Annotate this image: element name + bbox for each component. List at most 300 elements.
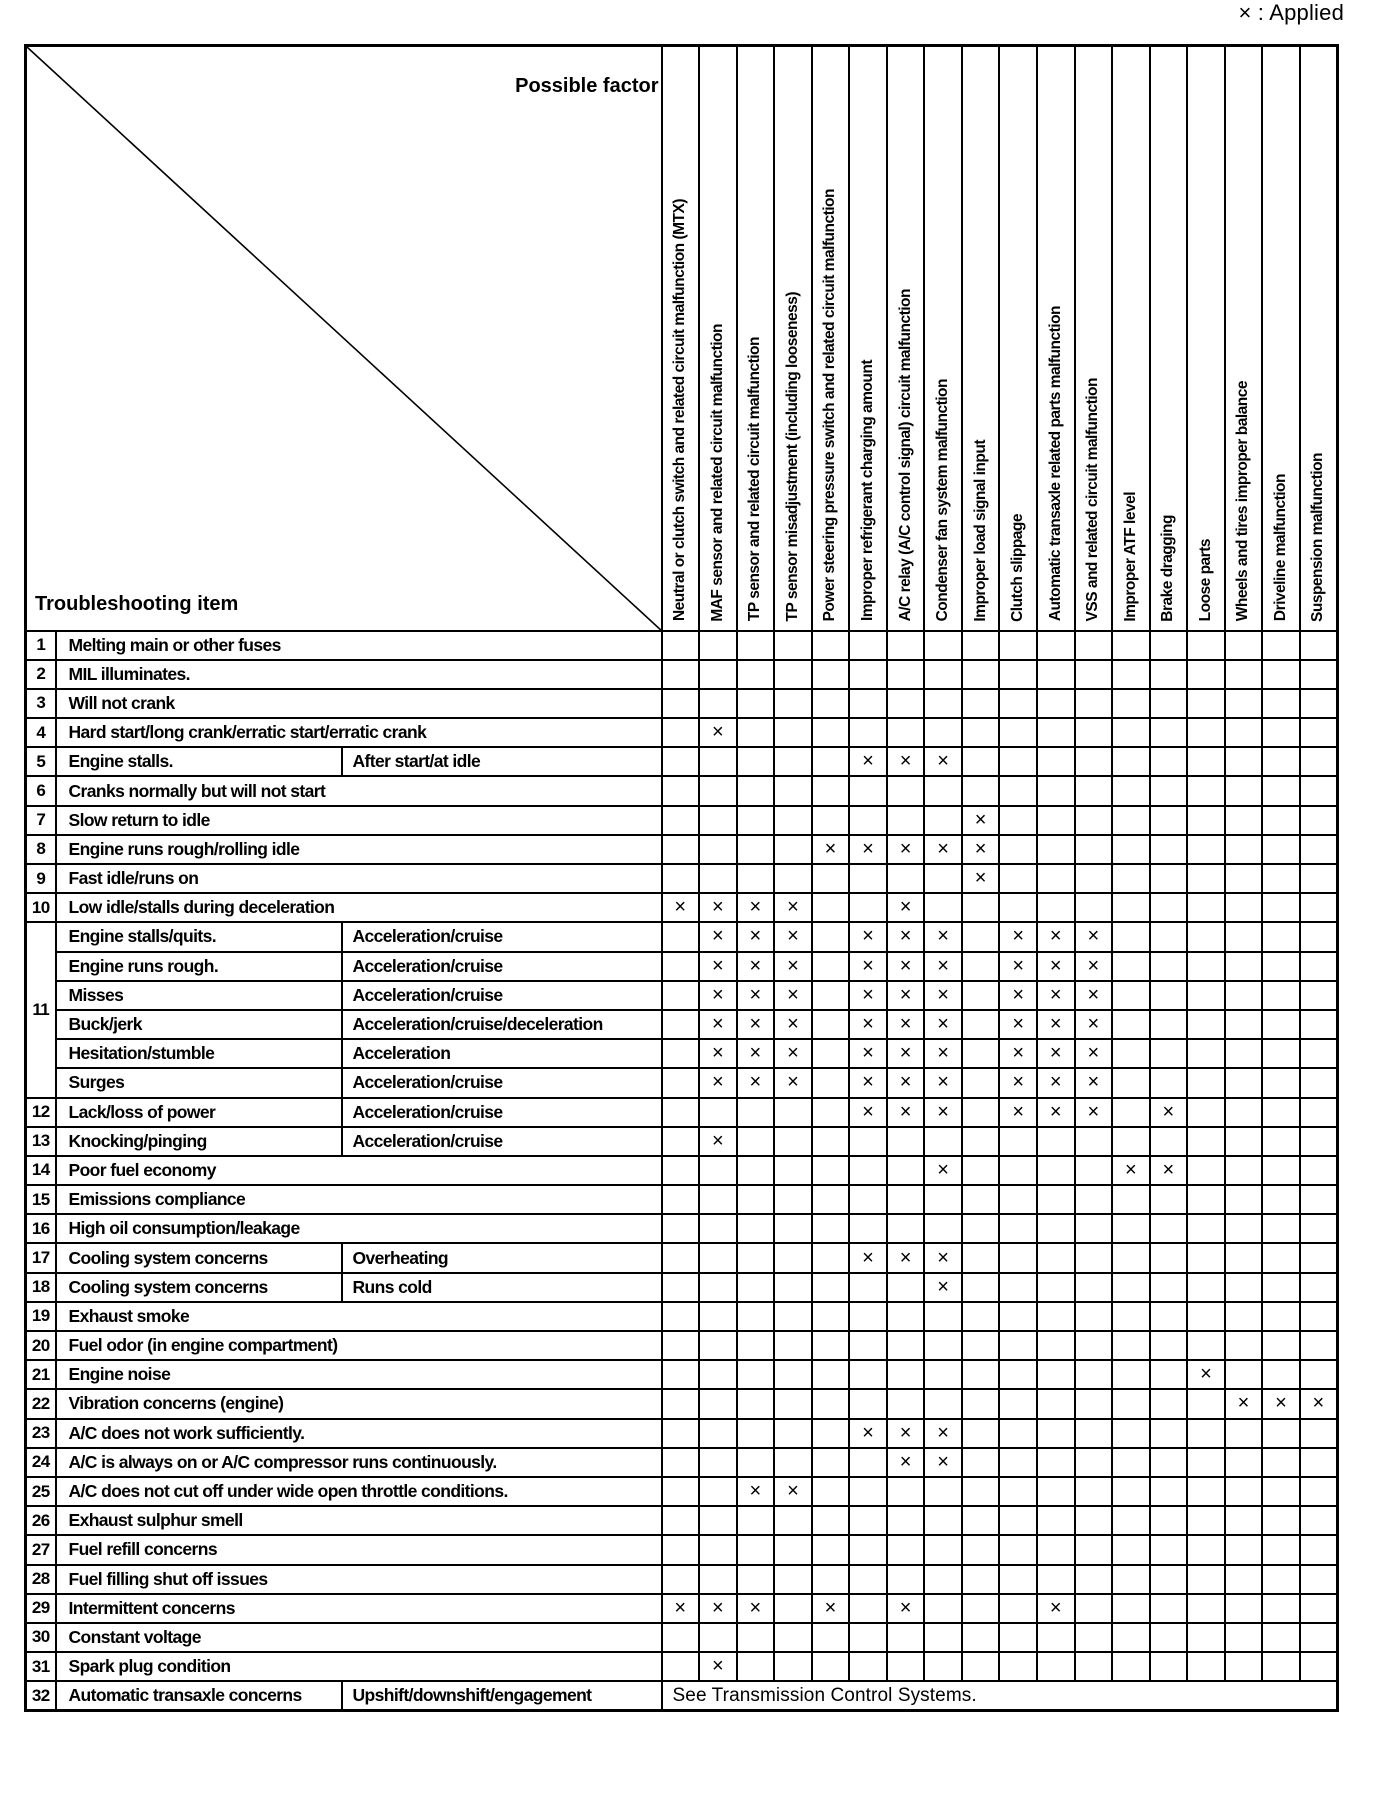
factor-cell [812, 864, 850, 893]
row-number: 29 [26, 1594, 56, 1623]
applied-mark: × [924, 922, 962, 951]
factor-cell [1112, 952, 1150, 981]
factor-cell [999, 835, 1037, 864]
applied-mark: × [999, 1039, 1037, 1068]
factor-cell [1225, 1010, 1263, 1039]
factor-cell [1300, 893, 1338, 922]
factor-cell [1150, 864, 1188, 893]
factor-cell [812, 1331, 850, 1360]
factor-cell [1150, 747, 1188, 776]
row-number: 27 [26, 1535, 56, 1564]
row-number: 2 [26, 660, 56, 689]
factor-cell [1112, 718, 1150, 747]
table-row [26, 689, 1338, 718]
factor-cell [1225, 1185, 1263, 1214]
factor-cell [1225, 1068, 1263, 1097]
factor-cell [1300, 1243, 1338, 1272]
factor-cell [1075, 1623, 1113, 1652]
factor-cell [812, 1068, 850, 1097]
factor-label: Improper load signal input [971, 439, 989, 622]
factor-cell [737, 1506, 775, 1535]
factor-cell [1262, 1419, 1300, 1448]
factor-cell [962, 1535, 1000, 1564]
factor-cell [812, 1127, 850, 1156]
factor-cell [924, 776, 962, 805]
factor-cell [1150, 1331, 1188, 1360]
applied-mark: × [699, 893, 737, 922]
factor-cell [1037, 1243, 1075, 1272]
factor-cell [849, 776, 887, 805]
factor-header [924, 46, 962, 631]
factor-cell [1225, 631, 1263, 660]
table-row [26, 1623, 1338, 1652]
factor-header [1112, 46, 1150, 631]
applied-mark: × [849, 1039, 887, 1068]
factor-cell [662, 1419, 700, 1448]
factor-cell [1112, 1389, 1150, 1418]
factor-cell [1037, 1185, 1075, 1214]
factor-cell [1150, 1419, 1188, 1448]
applied-mark: × [662, 1594, 700, 1623]
factor-cell [774, 835, 812, 864]
troubleshooting-item: A/C is always on or A/C compressor runs continuously. [56, 1448, 662, 1477]
factor-cell [1187, 1594, 1225, 1623]
factor-cell [887, 1477, 925, 1506]
factor-header [699, 46, 737, 631]
header-row [26, 46, 1338, 631]
table-row [26, 1594, 1338, 1623]
troubleshooting-item: Melting main or other fuses [56, 631, 662, 660]
table-row [26, 1273, 1338, 1302]
factor-cell [887, 660, 925, 689]
factor-cell [1112, 1652, 1150, 1681]
factor-cell [812, 893, 850, 922]
troubleshooting-item: Hard start/long crank/erratic start/erratic crank [56, 718, 662, 747]
factor-cell [924, 1389, 962, 1418]
applied-mark: × [1112, 1156, 1150, 1185]
factor-cell [1187, 660, 1225, 689]
applied-mark: × [924, 1010, 962, 1039]
factor-header [812, 46, 850, 631]
factor-cell [1262, 1477, 1300, 1506]
factor-cell [699, 1448, 737, 1477]
factor-cell [1112, 835, 1150, 864]
applied-mark: × [1225, 1389, 1263, 1418]
factor-cell [924, 689, 962, 718]
factor-cell [662, 1098, 700, 1127]
factor-cell [1225, 922, 1263, 951]
factor-cell [774, 1594, 812, 1623]
factor-cell [662, 1360, 700, 1389]
row-number: 7 [26, 806, 56, 835]
factor-cell [999, 1389, 1037, 1418]
factor-cell [1037, 1331, 1075, 1360]
factor-cell [1187, 1302, 1225, 1331]
factor-cell [774, 1623, 812, 1652]
factor-cell [1075, 1127, 1113, 1156]
factor-cell [1300, 660, 1338, 689]
applied-mark: × [887, 1010, 925, 1039]
factor-cell [1187, 1243, 1225, 1272]
applied-mark: × [849, 1098, 887, 1127]
factor-cell [812, 776, 850, 805]
applied-mark: × [699, 922, 737, 951]
factor-cell [849, 1331, 887, 1360]
factor-cell [1037, 1389, 1075, 1418]
factor-cell [887, 806, 925, 835]
table-row [26, 1477, 1338, 1506]
factor-header [887, 46, 925, 631]
applied-mark: × [999, 981, 1037, 1010]
row-number: 14 [26, 1156, 56, 1185]
applied-mark: × [699, 1652, 737, 1681]
factor-cell [1225, 864, 1263, 893]
factor-cell [1225, 1127, 1263, 1156]
factor-cell [1262, 981, 1300, 1010]
factor-cell [1037, 1273, 1075, 1302]
factor-cell [1187, 1565, 1225, 1594]
factor-cell [1075, 1389, 1113, 1418]
factor-cell [1300, 1185, 1338, 1214]
factor-cell [1037, 660, 1075, 689]
factor-cell [849, 631, 887, 660]
factor-header [1300, 46, 1338, 631]
factor-cell [849, 1535, 887, 1564]
applied-mark: × [774, 952, 812, 981]
factor-cell [1112, 1127, 1150, 1156]
applied-mark: × [887, 1594, 925, 1623]
factor-cell [962, 1448, 1000, 1477]
factor-cell [1262, 1506, 1300, 1535]
applied-mark: × [924, 981, 962, 1010]
factor-cell [812, 1214, 850, 1243]
factor-cell [1262, 631, 1300, 660]
factor-cell [1112, 1243, 1150, 1272]
row-number: 21 [26, 1360, 56, 1389]
factor-cell [774, 1098, 812, 1127]
factor-cell [1075, 835, 1113, 864]
factor-cell [1150, 1652, 1188, 1681]
factor-cell [774, 689, 812, 718]
factor-cell [1225, 689, 1263, 718]
factor-cell [1112, 1360, 1150, 1389]
table-row [26, 1681, 1338, 1710]
applied-mark: × [737, 981, 775, 1010]
factor-cell [699, 1565, 737, 1594]
table-row [26, 747, 1338, 776]
factor-cell [924, 631, 962, 660]
factor-cell [1150, 1565, 1188, 1594]
factor-cell [1037, 1448, 1075, 1477]
factor-cell [962, 1360, 1000, 1389]
factor-cell [1225, 1477, 1263, 1506]
factor-cell [1300, 1594, 1338, 1623]
factor-cell [1300, 1156, 1338, 1185]
factor-cell [1112, 1068, 1150, 1097]
factor-cell [812, 1156, 850, 1185]
factor-cell [737, 835, 775, 864]
factor-cell [1150, 1127, 1188, 1156]
applied-mark: × [887, 981, 925, 1010]
factor-cell [962, 1594, 1000, 1623]
legend-applied: × : Applied [1238, 0, 1344, 25]
factor-cell [962, 1273, 1000, 1302]
factor-cell [1037, 1652, 1075, 1681]
condition: Runs cold [342, 1273, 662, 1302]
factor-cell [1187, 1389, 1225, 1418]
row-number: 19 [26, 1302, 56, 1331]
factor-cell [737, 660, 775, 689]
factor-cell [1300, 1273, 1338, 1302]
row-number: 8 [26, 835, 56, 864]
table-row [26, 1068, 1338, 1097]
factor-cell [962, 1127, 1000, 1156]
table-row [26, 1214, 1338, 1243]
factor-cell [1187, 747, 1225, 776]
factor-cell [1037, 835, 1075, 864]
factor-cell [1187, 1273, 1225, 1302]
factor-cell [1150, 1594, 1188, 1623]
factor-cell [737, 806, 775, 835]
applied-mark: × [849, 835, 887, 864]
table-row [26, 1156, 1338, 1185]
factor-cell [1225, 1302, 1263, 1331]
factor-cell [999, 1594, 1037, 1623]
factor-cell [1112, 776, 1150, 805]
factor-cell [999, 1623, 1037, 1652]
factor-cell [1300, 1535, 1338, 1564]
factor-cell [962, 952, 1000, 981]
factor-cell [1075, 1185, 1113, 1214]
applied-mark: × [887, 747, 925, 776]
factor-cell [1187, 1419, 1225, 1448]
factor-header [1225, 46, 1263, 631]
factor-cell [737, 1535, 775, 1564]
troubleshooting-item: Engine runs rough. [56, 952, 342, 981]
factor-cell [887, 1331, 925, 1360]
factor-cell [962, 660, 1000, 689]
factor-cell [737, 1652, 775, 1681]
troubleshooting-item: Exhaust smoke [56, 1302, 662, 1331]
factor-label: Suspension malfunction [1309, 452, 1327, 622]
factor-cell [662, 1127, 700, 1156]
applied-mark: × [737, 1010, 775, 1039]
see-reference-note: See Transmission Control Systems. [662, 1681, 1338, 1710]
troubleshooting-item: Fast idle/runs on [56, 864, 662, 893]
factor-cell [1262, 1535, 1300, 1564]
factor-cell [737, 1156, 775, 1185]
factor-cell [962, 776, 1000, 805]
factor-cell [1075, 631, 1113, 660]
troubleshooting-item: A/C does not cut off under wide open throttle conditions. [56, 1477, 662, 1506]
factor-cell [1150, 718, 1188, 747]
factor-cell [774, 1389, 812, 1418]
applied-mark: × [999, 922, 1037, 951]
factor-cell [1075, 864, 1113, 893]
factor-cell [1112, 806, 1150, 835]
factor-cell [1037, 1214, 1075, 1243]
factor-cell [1262, 1243, 1300, 1272]
factor-cell [1187, 1039, 1225, 1068]
factor-cell [849, 864, 887, 893]
factor-cell [999, 1214, 1037, 1243]
factor-cell [924, 1331, 962, 1360]
factor-cell [1262, 776, 1300, 805]
factor-cell [699, 1419, 737, 1448]
factor-cell [924, 1477, 962, 1506]
factor-label: Power steering pressure switch and related circuit malfunction [821, 189, 839, 622]
factor-cell [662, 1506, 700, 1535]
factor-cell [1037, 1477, 1075, 1506]
factor-cell [1075, 1156, 1113, 1185]
factor-cell [1300, 1127, 1338, 1156]
table-row [26, 631, 1338, 660]
factor-cell [849, 1127, 887, 1156]
factor-cell [1037, 893, 1075, 922]
factor-cell [1300, 806, 1338, 835]
factor-cell [962, 1623, 1000, 1652]
factor-cell [774, 1565, 812, 1594]
factor-cell [774, 1156, 812, 1185]
factor-cell [1262, 1302, 1300, 1331]
factor-cell [699, 1331, 737, 1360]
factor-cell [662, 1214, 700, 1243]
factor-label: Improper refrigerant charging amount [859, 360, 876, 622]
factor-cell [699, 660, 737, 689]
factor-cell [699, 1302, 737, 1331]
factor-cell [962, 1068, 1000, 1097]
row-number: 15 [26, 1185, 56, 1214]
factor-cell [1112, 1623, 1150, 1652]
troubleshooting-item: Engine stalls. [56, 747, 342, 776]
factor-cell [887, 1302, 925, 1331]
applied-mark: × [962, 806, 1000, 835]
row-number: 26 [26, 1506, 56, 1535]
factor-cell [999, 1419, 1037, 1448]
factor-cell [1037, 1156, 1075, 1185]
factor-cell [1262, 1214, 1300, 1243]
factor-cell [699, 689, 737, 718]
factor-cell [1225, 1565, 1263, 1594]
factor-cell [812, 1098, 850, 1127]
applied-mark: × [774, 1068, 812, 1097]
factor-cell [1225, 835, 1263, 864]
troubleshooting-item: Engine runs rough/rolling idle [56, 835, 662, 864]
factor-cell [662, 922, 700, 951]
factor-cell [1075, 1214, 1113, 1243]
factor-cell [962, 718, 1000, 747]
factor-cell [812, 1360, 850, 1389]
factor-cell [999, 806, 1037, 835]
factor-cell [812, 660, 850, 689]
factor-cell [924, 1506, 962, 1535]
factor-cell [1150, 922, 1188, 951]
factor-cell [1112, 689, 1150, 718]
factor-cell [812, 1419, 850, 1448]
factor-cell [999, 1156, 1037, 1185]
factor-cell [1225, 1039, 1263, 1068]
factor-cell [1187, 1535, 1225, 1564]
applied-mark: × [887, 893, 925, 922]
row-number: 16 [26, 1214, 56, 1243]
factor-cell [1262, 864, 1300, 893]
factor-cell [1300, 1068, 1338, 1097]
factor-cell [662, 776, 700, 805]
factor-label: Brake dragging [1159, 514, 1177, 622]
table-row [26, 806, 1338, 835]
factor-cell [1037, 1360, 1075, 1389]
factor-cell [1150, 1535, 1188, 1564]
factor-cell [1112, 1331, 1150, 1360]
applied-mark: × [849, 981, 887, 1010]
factor-cell [1075, 1565, 1113, 1594]
factor-cell [999, 1565, 1037, 1594]
applied-mark: × [849, 1419, 887, 1448]
troubleshooting-item: Spark plug condition [56, 1652, 662, 1681]
factor-cell [887, 631, 925, 660]
factor-cell [1150, 952, 1188, 981]
factor-cell [1150, 1448, 1188, 1477]
troubleshooting-item: Buck/jerk [56, 1010, 342, 1039]
factor-cell [662, 1448, 700, 1477]
factor-cell [1187, 1477, 1225, 1506]
table-row [26, 1098, 1338, 1127]
factor-cell [1075, 1506, 1113, 1535]
applied-mark: × [924, 1419, 962, 1448]
table-row [26, 893, 1338, 922]
factor-cell [737, 864, 775, 893]
factor-cell [962, 1506, 1000, 1535]
factor-cell [1075, 718, 1113, 747]
applied-mark: × [812, 1594, 850, 1623]
factor-cell [962, 1039, 1000, 1068]
factor-cell [849, 1185, 887, 1214]
factor-cell [849, 1156, 887, 1185]
table-row [26, 1243, 1338, 1272]
factor-cell [699, 631, 737, 660]
factor-cell [662, 1565, 700, 1594]
factor-cell [1225, 1243, 1263, 1272]
factor-cell [1225, 776, 1263, 805]
factor-cell [1300, 922, 1338, 951]
factor-label: Wheels and tires improper balance [1234, 381, 1252, 622]
factor-cell [699, 1185, 737, 1214]
factor-cell [849, 718, 887, 747]
factor-cell [1150, 806, 1188, 835]
factor-cell [1300, 952, 1338, 981]
factor-cell [1187, 1098, 1225, 1127]
factor-cell [962, 1185, 1000, 1214]
factor-cell [774, 718, 812, 747]
factor-label: Loose parts [1196, 539, 1214, 622]
factor-cell [1075, 1477, 1113, 1506]
factor-cell [1037, 1535, 1075, 1564]
factor-header [1075, 46, 1113, 631]
factor-cell [812, 1185, 850, 1214]
applied-mark: × [924, 1243, 962, 1272]
applied-mark: × [924, 952, 962, 981]
factor-cell [887, 1185, 925, 1214]
factor-cell [849, 893, 887, 922]
factor-cell [1037, 689, 1075, 718]
factor-cell [1262, 1273, 1300, 1302]
factor-cell [662, 1331, 700, 1360]
factor-cell [812, 1535, 850, 1564]
condition: Acceleration/cruise [342, 952, 662, 981]
row-number: 23 [26, 1419, 56, 1448]
applied-mark: × [1037, 981, 1075, 1010]
factor-cell [849, 1389, 887, 1418]
